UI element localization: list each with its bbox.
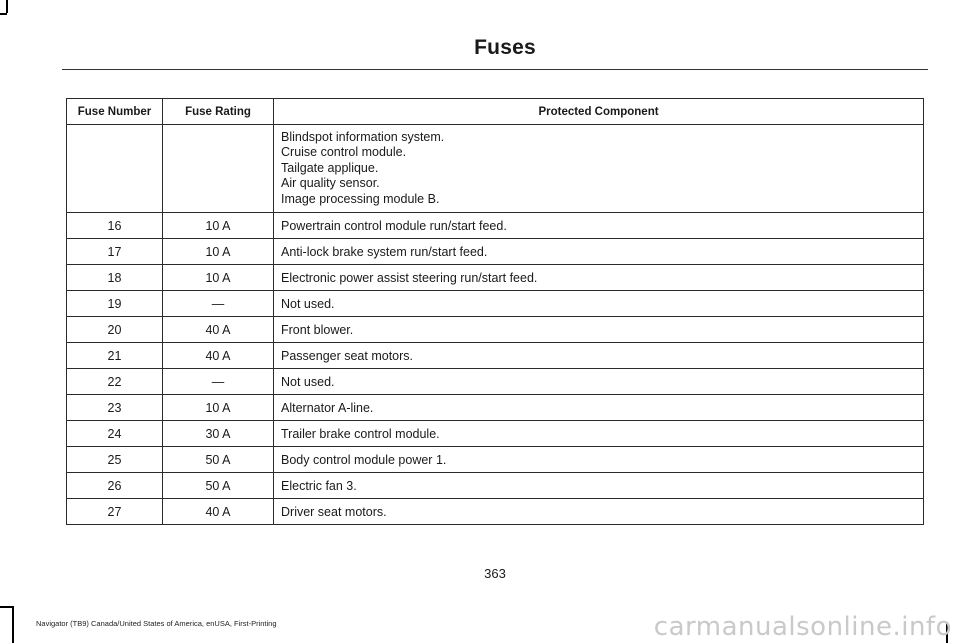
table-row <box>67 447 924 473</box>
column-header-protected-component: Protected Component <box>274 99 924 125</box>
fuse-rating-cell <box>163 125 274 213</box>
table-row <box>67 499 924 525</box>
fuse-rating-cell: 30 A <box>163 421 274 447</box>
table-row <box>67 317 924 343</box>
fuse-rating-cell: — <box>163 369 274 395</box>
component-line: Image processing module B. <box>281 191 440 206</box>
fuse-number-cell: 17 <box>67 239 163 265</box>
protected-component-cell: Not used. <box>274 369 924 395</box>
table-header-row <box>67 99 924 125</box>
table-row <box>67 369 924 395</box>
table-row <box>67 473 924 499</box>
protected-component-cell: Body control module power 1. <box>274 447 924 473</box>
fuse-number-cell: 23 <box>67 395 163 421</box>
column-header-fuse-number: Fuse Number <box>67 99 163 125</box>
protected-component-cell: Passenger seat motors. <box>274 343 924 369</box>
column-header-fuse-rating: Fuse Rating <box>163 99 274 125</box>
protected-component-cell: Not used. <box>274 291 924 317</box>
fuse-rating-cell: 10 A <box>163 213 274 239</box>
protected-component-cell: Anti-lock brake system run/start feed. <box>274 239 924 265</box>
fuse-rating-cell: 10 A <box>163 395 274 421</box>
fuse-number-cell: 20 <box>67 317 163 343</box>
fuse-number-cell: 16 <box>67 213 163 239</box>
fuse-rating-cell: 10 A <box>163 265 274 291</box>
protected-component-cell: Powertrain control module run/start feed. <box>274 213 924 239</box>
table-row <box>67 395 924 421</box>
table-row <box>67 343 924 369</box>
fuse-number-cell: 27 <box>67 499 163 525</box>
fuse-rating-cell: 10 A <box>163 239 274 265</box>
fuse-number-cell: 18 <box>67 265 163 291</box>
fuse-rating-cell: 40 A <box>163 317 274 343</box>
component-line: Cruise control module. <box>281 145 407 160</box>
fuse-number-cell: 21 <box>67 343 163 369</box>
fuse-rating-cell: 40 A <box>163 343 274 369</box>
fuse-number-cell: 25 <box>67 447 163 473</box>
crop-mark-bottom-left-vertical <box>12 606 14 643</box>
protected-component-cell: Trailer brake control module. <box>274 421 924 447</box>
fuse-table <box>66 98 924 525</box>
fuse-rating-cell: 50 A <box>163 473 274 499</box>
protected-component-cell: Electronic power assist steering run/start feed. <box>274 265 924 291</box>
component-line: Tailgate applique. <box>281 160 379 175</box>
crop-mark-top-left-vertical <box>6 0 8 13</box>
protected-component-cell: Front blower. <box>274 317 924 343</box>
fuse-rating-cell: 40 A <box>163 499 274 525</box>
crop-mark-top-left-horizontal <box>0 13 7 15</box>
component-line: Air quality sensor. <box>281 176 380 191</box>
page-number: 363 <box>484 566 506 581</box>
table-row <box>67 291 924 317</box>
fuse-number-cell <box>67 125 163 213</box>
protected-component-cell: Alternator A-line. <box>274 395 924 421</box>
title-divider <box>62 69 928 70</box>
fuse-number-cell: 22 <box>67 369 163 395</box>
table-row-continued <box>67 125 924 213</box>
table-row <box>67 239 924 265</box>
fuse-number-cell: 19 <box>67 291 163 317</box>
page-title: Fuses <box>474 36 536 59</box>
footer-text: Navigator (TB9) Canada/United States of America, enUSA, First-Printing <box>36 619 277 628</box>
component-line: Blindspot information system. <box>281 129 445 144</box>
fuse-rating-cell: 50 A <box>163 447 274 473</box>
protected-component-cell: Electric fan 3. <box>274 473 924 499</box>
table-row <box>67 265 924 291</box>
protected-component-cell <box>274 125 924 213</box>
fuse-rating-cell: — <box>163 291 274 317</box>
watermark: carmanualsonline.info <box>653 612 952 642</box>
crop-mark-bottom-left-horizontal <box>0 606 13 608</box>
fuse-number-cell: 26 <box>67 473 163 499</box>
table-row <box>67 213 924 239</box>
protected-component-cell: Driver seat motors. <box>274 499 924 525</box>
fuse-number-cell: 24 <box>67 421 163 447</box>
table-row <box>67 421 924 447</box>
